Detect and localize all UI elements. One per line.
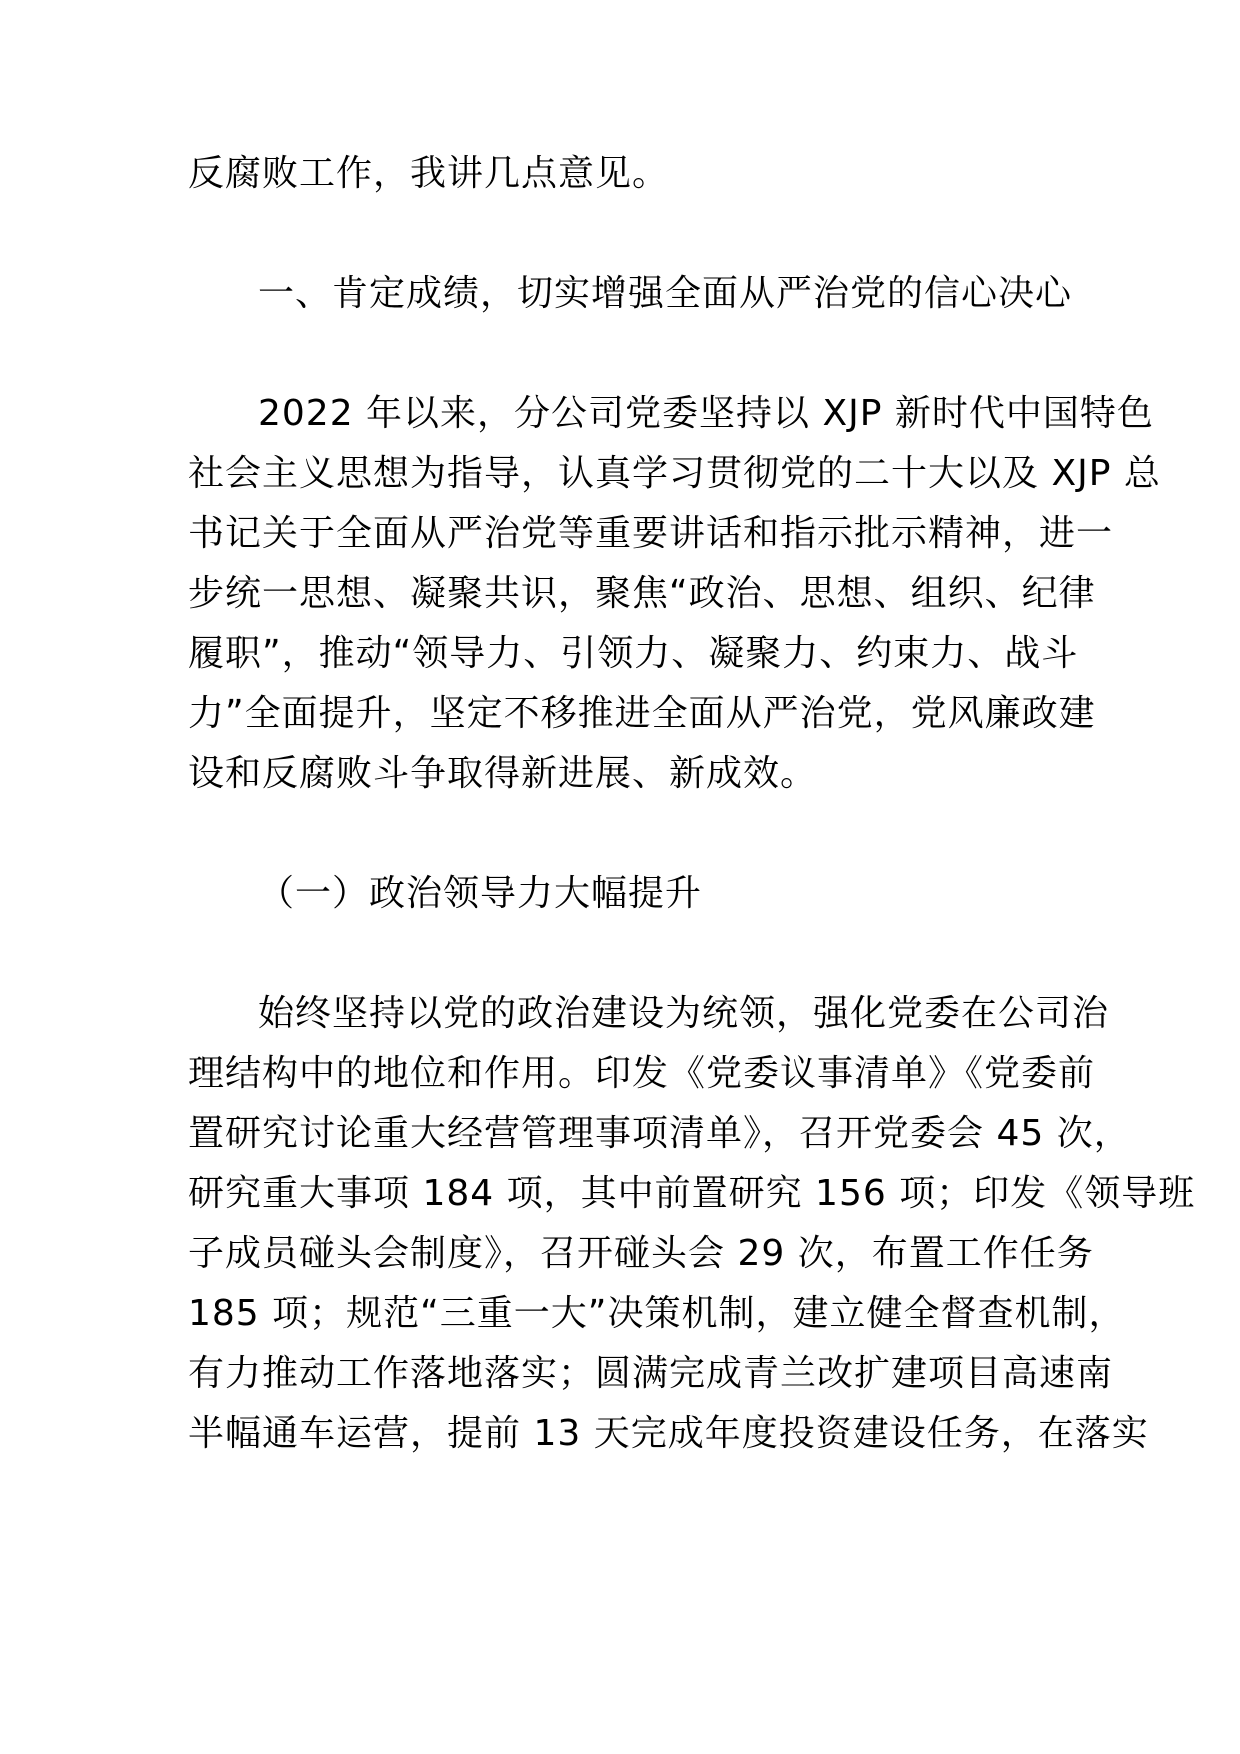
paragraph-line: 反腐败工作，我讲几点意见。 xyxy=(188,153,670,194)
paragraph-line: 步统一思想、凝聚共识，聚焦“政治、思想、组织、纪律 xyxy=(188,573,1096,614)
paragraph-line: 始终坚持以党的政治建设为统领，强化党委在公司治 xyxy=(258,993,1110,1034)
paragraph-line: 社会主义思想为指导，认真学习贯彻党的二十大以及 XJP 总 xyxy=(188,453,1161,494)
paragraph-line: 2022 年以来，分公司党委坚持以 XJP 新时代中国特色 xyxy=(258,393,1154,434)
paragraph-line: 子成员碰头会制度》，召开碰头会 29 次，布置工作任务 xyxy=(188,1233,1094,1274)
paragraph-line: 履职”，推动“领导力、引领力、凝聚力、约束力、战斗 xyxy=(188,633,1079,674)
subsection-heading: （一）政治领导力大幅提升 xyxy=(258,873,703,914)
paragraph-line: 书记关于全面从严治党等重要讲话和指示批示精神，进一 xyxy=(188,513,1114,554)
paragraph-line: 有力推动工作落地落实；圆满完成青兰改扩建项目高速南 xyxy=(188,1353,1114,1394)
paragraph-line: 半幅通车运营，提前 13 天完成年度投资建设任务，在落实 xyxy=(188,1413,1149,1454)
section-heading: 一、肯定成绩，切实增强全面从严治党的信心决心 xyxy=(258,273,1073,314)
paragraph-line: 力”全面提升，坚定不移推进全面从严治党，党风廉政建 xyxy=(188,693,1096,734)
paragraph-line: 研究重大事项 184 项，其中前置研究 156 项；印发《领导班 xyxy=(188,1173,1196,1214)
paragraph-line: 理结构中的地位和作用。印发《党委议事清单》《党委前 xyxy=(188,1053,1096,1094)
paragraph-line: 置研究讨论重大经营管理事项清单》，召开党委会 45 次， xyxy=(188,1113,1131,1154)
paragraph-line: 185 项；规范“三重一大”决策机制，建立健全督查机制， xyxy=(188,1293,1126,1334)
paragraph-line: 设和反腐败斗争取得新进展、新成效。 xyxy=(188,753,818,794)
